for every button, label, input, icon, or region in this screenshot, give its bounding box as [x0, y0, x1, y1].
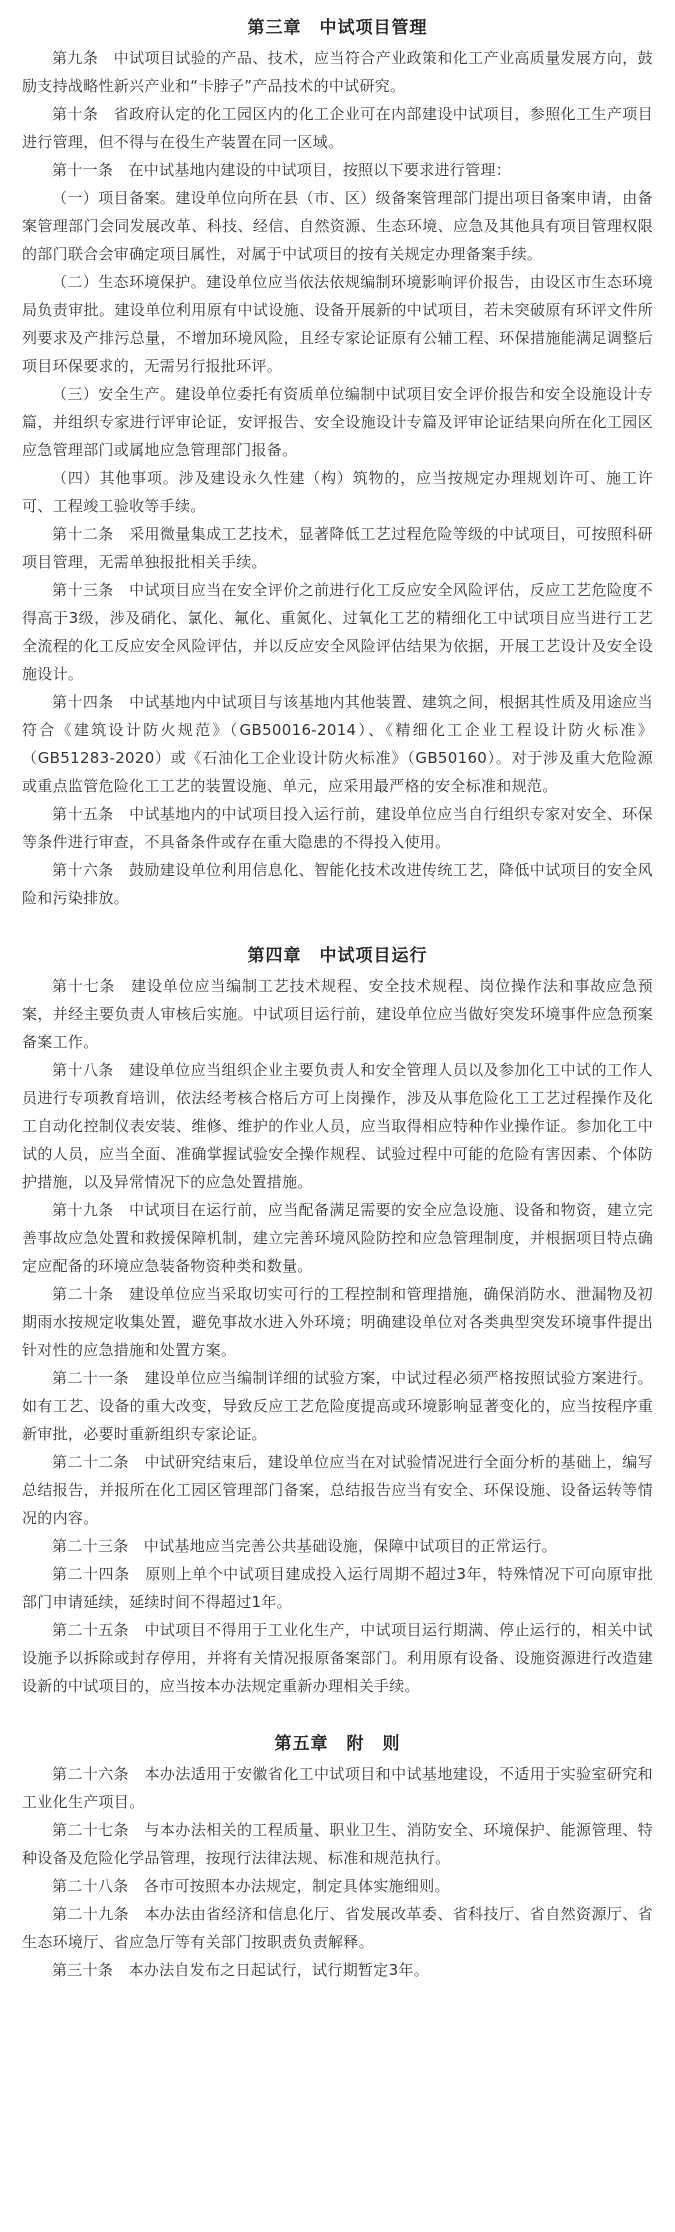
article-26: 第二十六条 本办法适用于安徽省化工中试项目和中试基地建设，不适用于实验室研究和工业化生产项目。: [22, 1765, 653, 1811]
article-11-item-2: （二）生态环境保护。建设单位应当依法依规编制环境影响评价报告，由设区市生态环境局负责审批。建设单位利用原有中试设施、设备开展新的中试项目，若未突破原有环评文件所列要求及产排污总量，不增加环境风险，且经专家论证原有公辅工程、环保措施能满足调整后项目环保要求的，无需另行报批环评。: [22, 273, 653, 375]
article-29: 第二十九条 本办法由省经济和信息化厅、省发展改革委、省科技厅、省自然资源厅、省生态环境厅、省应急厅等有关部门按职责负责解释。: [22, 1905, 653, 1951]
article-25: 第二十五条 中试项目不得用于工业化生产，中试项目运行期满、停止运行的，相关中试设施予以拆除或封存停用，并将有关情况报原备案部门。利用原有设备、设施资源进行改造建设新的中试项目的，应当按本办法规定重新办理相关手续。: [22, 1621, 653, 1695]
article-24: 第二十四条 原则上单个中试项目建成投入运行周期不超过3年，特殊情况下可向原审批部门申请延续，延续时间不得超过1年。: [22, 1565, 653, 1611]
article-20: 第二十条 建设单位应当采取切实可行的工程控制和管理措施，确保消防水、泄漏物及初期雨水按规定收集处置，避免事故水进入外环境；明确建设单位对各类典型突发环境事件提出针对性的应急措施和处置方案。: [22, 1285, 653, 1359]
article-10: 第十条 省政府认定的化工园区内的化工企业可在内部建设中试项目，参照化工生产项目进行管理，但不得与在役生产装置在同一区域。: [22, 105, 653, 151]
article-9: 第九条 中试项目试验的产品、技术，应当符合产业政策和化工产业高质量发展方向，鼓励支持战略性新兴产业和“卡脖子”产品技术的中试研究。: [22, 49, 653, 95]
article-13: 第十三条 中试项目应当在安全评价之前进行化工反应安全风险评估，反应工艺危险度不得高于3级，涉及硝化、氯化、氟化、重氮化、过氧化工艺的精细化工中试项目应当进行工艺全流程的化工反应安全风险评估，并以反应安全风险评估结果为依据，开展工艺设计及安全设施设计。: [22, 581, 653, 683]
article-16: 第十六条 鼓励建设单位利用信息化、智能化技术改进传统工艺，降低中试项目的安全风险和污染排放。: [22, 861, 653, 907]
article-15: 第十五条 中试基地内的中试项目投入运行前，建设单位应当自行组织专家对安全、环保等条件进行审查，不具备条件或存在重大隐患的不得投入使用。: [22, 805, 653, 851]
article-18: 第十八条 建设单位应当组织企业主要负责人和安全管理人员以及参加化工中试的工作人员进行专项教育培训，依法经考核合格后方可上岗操作，涉及从事危险化工工艺过程操作及化工自动化控制仪表安装、维修、维护的作业人员，应当取得相应特种作业操作证。参加化工中试的人员，应当全面、准确掌握试验安全操作规程、试验过程中可能的危险有害因素、个体防护措施，以及异常情况下的应急处置措施。: [22, 1061, 653, 1191]
article-21: 第二十一条 建设单位应当编制详细的试验方案，中试过程必须严格按照试验方案进行。如有工艺、设备的重大改变，导致反应工艺危险度提高或环境影响显著变化的，应当按程序重新审批，必要时重新组织专家论证。: [22, 1369, 653, 1443]
section-spacer: [22, 1700, 653, 1728]
article-22: 第二十二条 中试研究结束后，建设单位应当在对试验情况进行全面分析的基础上，编写总结报告，并报所在化工园区管理部门备案，总结报告应当有安全、环保设施、设备运转等情况的内容。: [22, 1453, 653, 1527]
article-12: 第十二条 采用微量集成工艺技术，显著降低工艺过程危险等级的中试项目，可按照科研项目管理，无需单独报批相关手续。: [22, 525, 653, 571]
article-23: 第二十三条 中试基地应当完善公共基础设施，保障中试项目的正常运行。: [52, 1537, 557, 1555]
article-14: 第十四条 中试基地内中试项目与该基地内其他装置、建筑之间，根据其性质及用途应当符合《建筑设计防火规范》（GB50016-2014）、《精细化工企业工程设计防火标准》（GB51283-2020）或《石油化工企业设计防火标准》（GB50160）。对于涉及重大危险源或重点监管危险化工工艺的装置设施、单元，应采用最严格的安全标准和规范。: [22, 693, 653, 795]
chapter-title: 第三章 中试项目管理: [247, 18, 428, 38]
article-11: 第十一条 在中试基地内建设的中试项目，按照以下要求进行管理：: [52, 161, 512, 179]
article-11-item-3: （三）安全生产。建设单位委托有资质单位编制中试项目安全评价报告和安全设施设计专篇，并组织专家进行评审论证，安评报告、安全设施设计专篇及评审论证结果向所在化工园区应急管理部门或属地应急管理部门报备。: [22, 385, 653, 459]
chapter-5: [22, 1728, 653, 1984]
article-19: 第十九条 中试项目在运行前，应当配备满足需要的安全应急设施、设备和物资，建立完善事故应急处置和救援保障机制，建立完善环境风险防控和应急管理制度，并根据项目特点确定应配备的环境应急装备物资种类和数量。: [22, 1201, 653, 1275]
article-17: 第十七条 建设单位应当编制工艺技术规程、安全技术规程、岗位操作法和事故应急预案，并经主要负责人审核后实施。中试项目运行前，建设单位应当做好突发环境事件应急预案备案工作。: [22, 977, 653, 1051]
article-30: 第三十条 本办法自发布之日起试行，试行期暂定3年。: [52, 1961, 430, 1979]
chapter-title: 第五章 附 则: [274, 1734, 401, 1754]
article-11-item-1: （一）项目备案。建设单位向所在县（市、区）级备案管理部门提出项目备案申请，由备案管理部门会同发展改革、科技、经信、自然资源、生态环境、应急及其他具有项目管理权限的部门联合会审确定项目属性，对属于中试项目的按有关规定办理备案手续。: [22, 189, 653, 263]
article-28: 第二十八条 各市可按照本办法规定，制定具体实施细则。: [52, 1877, 450, 1895]
article-11-item-4: （四）其他事项。涉及建设永久性建（构）筑物的，应当按规定办理规划许可、施工许可、工程竣工验收等手续。: [22, 469, 653, 515]
chapter-3: [22, 12, 653, 912]
article-27: 第二十七条 与本办法相关的工程质量、职业卫生、消防安全、环境保护、能源管理、特种设备及危险化学品管理，按现行法律法规、标准和规范执行。: [22, 1821, 653, 1867]
chapter-title: 第四章 中试项目运行: [247, 946, 428, 966]
chapter-4: [22, 940, 653, 1700]
section-spacer: [22, 912, 653, 940]
